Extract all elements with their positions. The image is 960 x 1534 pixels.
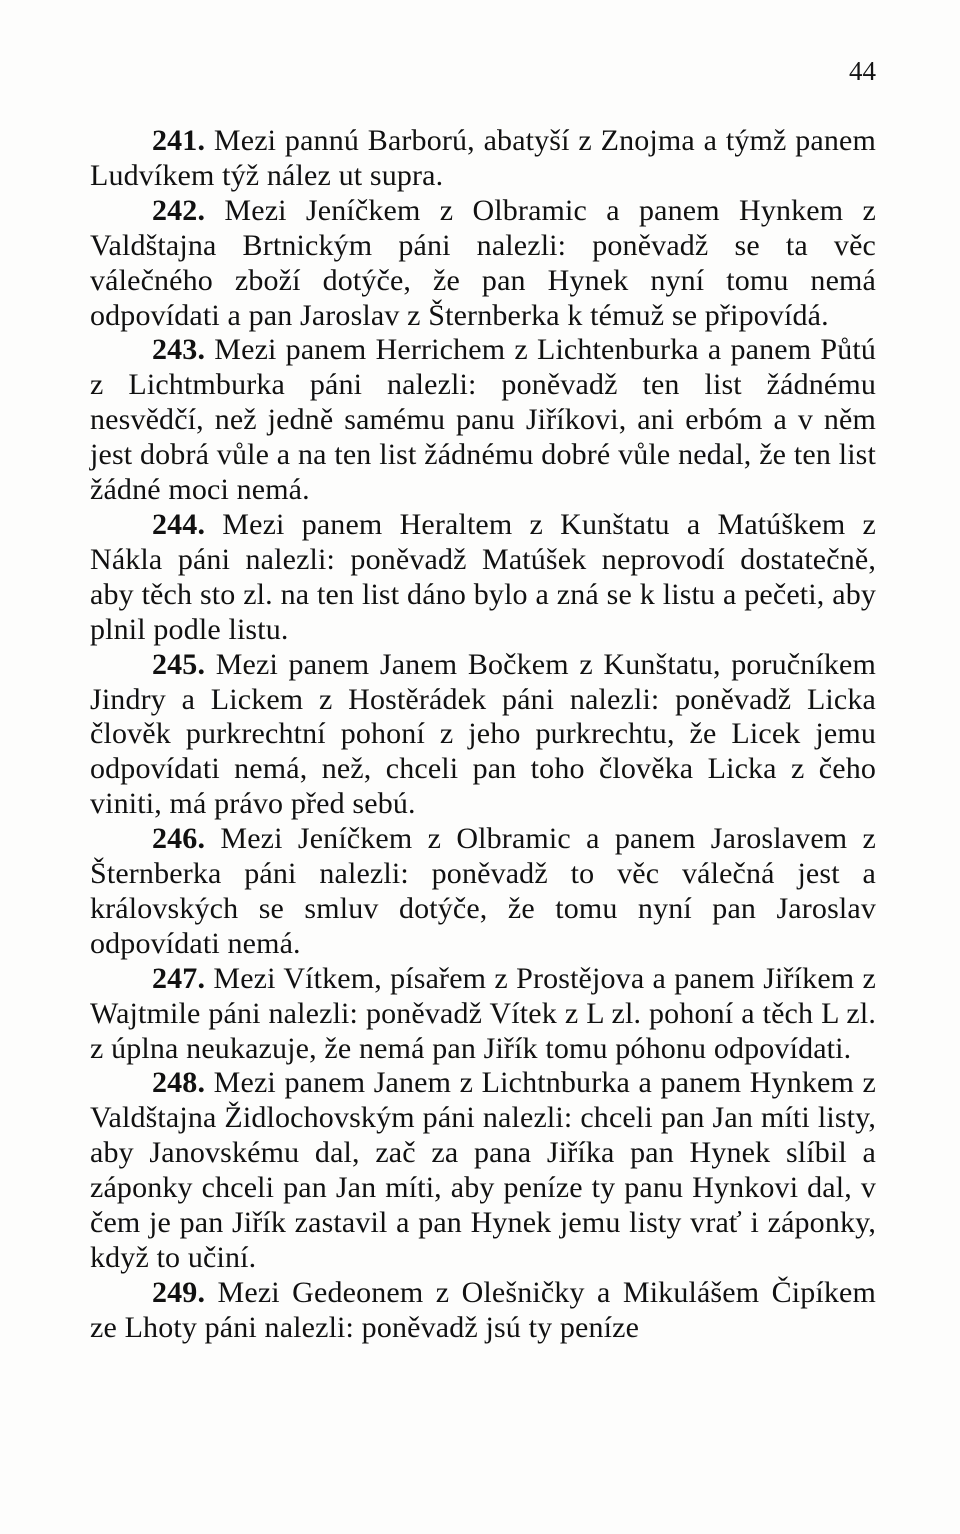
entry-text: Mezi Vítkem, písařem z Prostějova a panem Jiříkem z Wajtmile páni nalezli: poněvadž Vítek z L zl. pohoní a těch L zl. z úplna neukazuje, že nemá pan Jiřík tomu póhonu odpovídati. [90, 961, 876, 1065]
entry-text: Mezi panem Heraltem z Kunštatu a Matúškem z Nákla páni nalezli: poněvadž Matúšek neprovodí dostatečně, aby těch sto zl. na ten list dáno bylo a zná se k listu a pečeti, aby plnil podle listu. [90, 507, 876, 646]
entry-number: 248. [152, 1066, 206, 1100]
entry-242 [90, 194, 876, 334]
entry-247 [90, 962, 876, 1067]
entry-248 [90, 1066, 876, 1275]
entry-text: Mezi panem Janem z Lichtnburka a panem Hynkem z Valdštajna Židlochovským páni nalezli: chceli pan Jan míti listy, aby Janovskému dal, zač za pana Jiříka pan Hynek slíbil a záponky chceli pan Jan míti, aby peníze ty panu Hynkovi dal, v čem je pan Jiřík zastavil a pan Hynek jemu listy vrať i záponky, když to učiní. [90, 1066, 877, 1274]
entry-text: Mezi Jeníčkem z Olbramic a panem Jaroslavem z Šternberka páni nalezli: poněvadž to věc válečná jest a královských se smluv dotýče, že tomu nyní pan Jaroslav odpovídati nemá. [90, 822, 876, 960]
entry-text: Mezi pannú Barború, abatyší z Znojma a týmž panem Ludvíkem týž nález ut supra. [90, 124, 876, 192]
entry-number: 246. [152, 822, 206, 856]
entry-243 [90, 333, 876, 508]
page-text [90, 124, 876, 1346]
entry-241 [90, 124, 876, 194]
entry-text: Mezi panem Herrichem z Lichtenburka a panem Půtú z Lichtmburka páni nalezli: poněvadž ten list žádnému nesvědčí, než jedně samému panu Jiříkovi, ani erbóm a v něm jest dobrá vůle a na ten list žádnému dobré vůle nedal, že ten list žádné moci nemá. [90, 333, 876, 507]
entry-text: Mezi panem Janem Bočkem z Kunštatu, poručníkem Jindry a Lickem z Hostěrádek páni nalezli: poněvadž Licka člověk purkrechtní pohoní z jeho purkrechtu, že Licek jemu odpovídati nemá, než, chceli pan toho člověka Licka z čeho viniti, má právo před sebú. [90, 647, 876, 821]
entry-number: 244. [152, 507, 206, 541]
entry-number: 243. [152, 333, 206, 367]
entry-245 [90, 648, 876, 823]
entry-number: 249. [152, 1275, 206, 1309]
entry-number: 245. [152, 647, 206, 681]
entry-text: Mezi Jeníčkem z Olbramic a panem Hynkem z Valdštajna Brtnickým páni nalezli: poněvadž se ta věc válečného zboží dotýče, že pan Hynek nyní tomu nemá odpovídati a pan Jaroslav z Šternberka k témuž se připovídá. [90, 193, 876, 332]
entry-246 [90, 822, 876, 962]
entry-text: Mezi Gedeonem z Olešničky a Mikulášem Čipíkem ze Lhoty páni nalezli: poněvadž jsú ty peníze [90, 1275, 876, 1344]
entry-number: 247. [152, 961, 206, 995]
page-number: 44 [849, 56, 876, 86]
entry-249 [90, 1276, 876, 1346]
entry-244 [90, 508, 876, 648]
entry-number: 241. [152, 124, 206, 157]
entry-number: 242. [152, 193, 206, 227]
